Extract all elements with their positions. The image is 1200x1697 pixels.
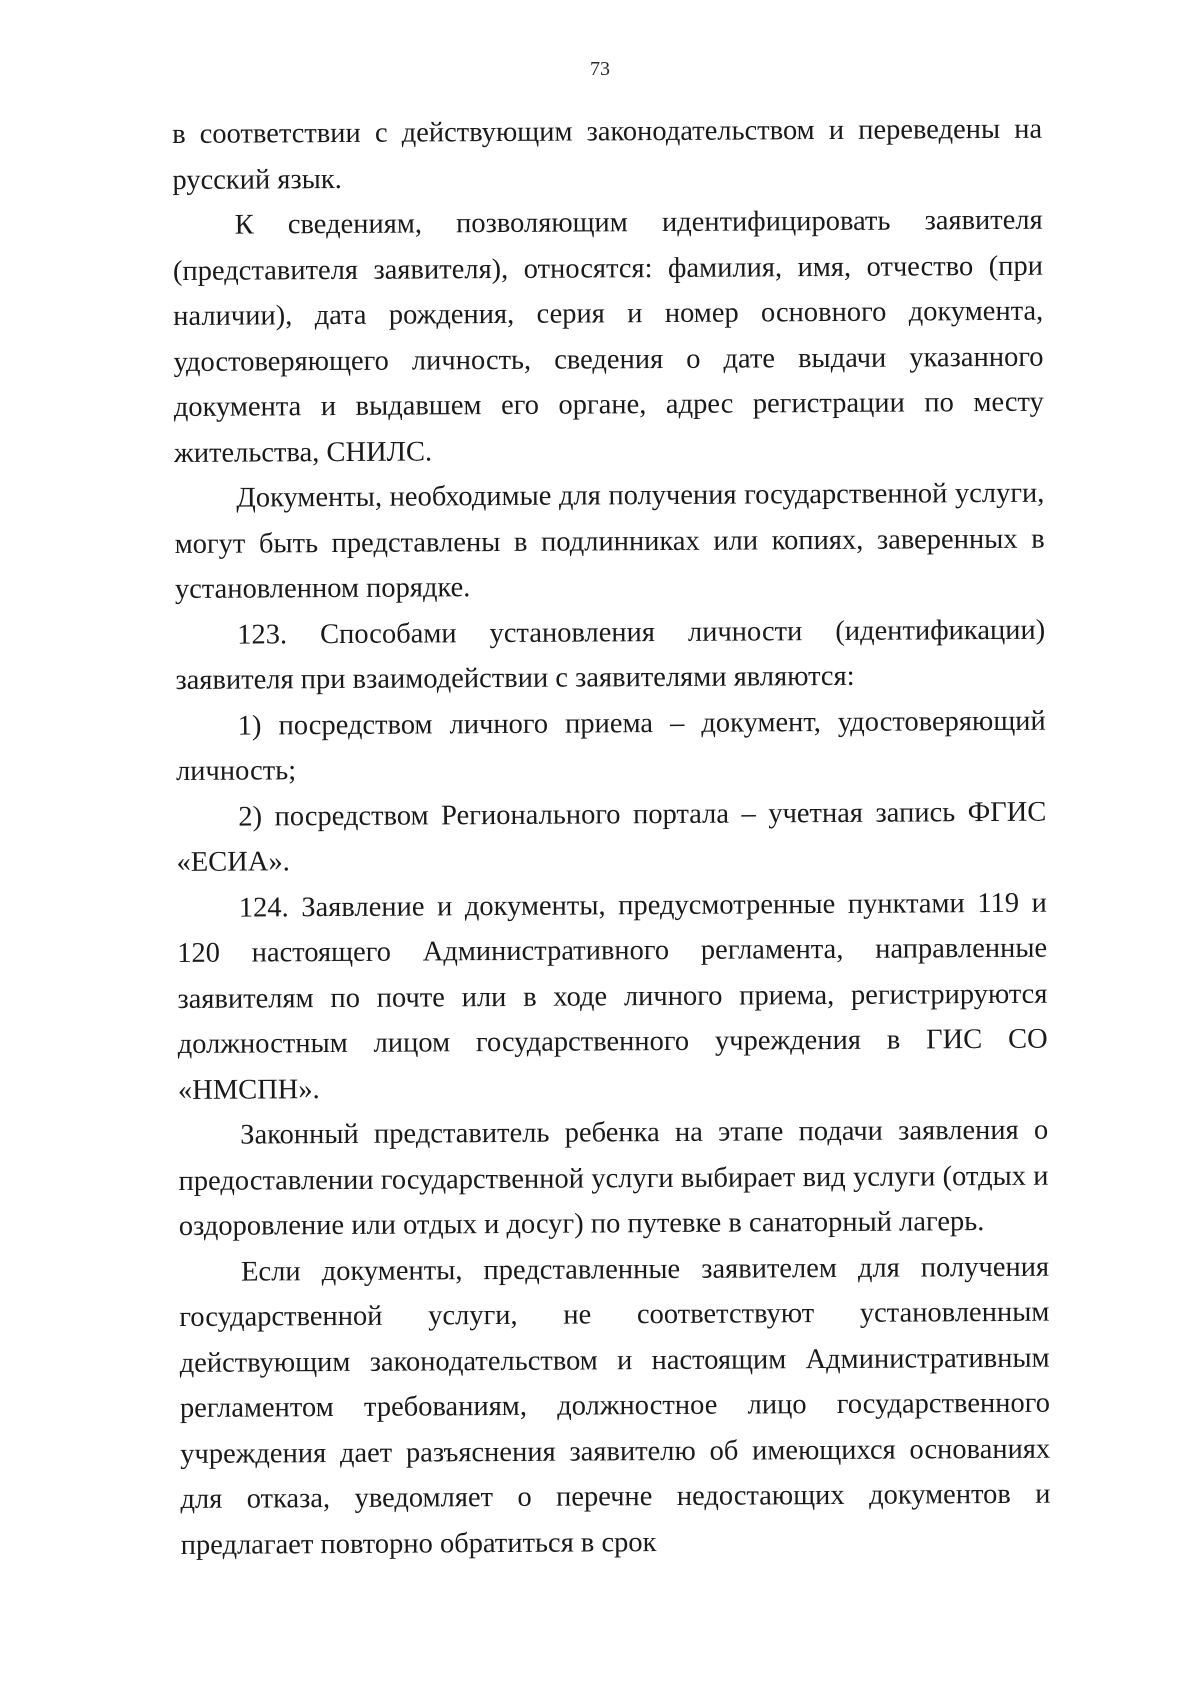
page-number: 73 <box>590 58 610 80</box>
paragraph-8: Законный представитель ребенка на этапе подачи заявления о предоставлении государственной услуги выбирает вид услуги (отдых и оздоровление или отдых и досуг) по путевке в санаторный лагерь. <box>178 1114 1049 1242</box>
document-body <box>172 107 1051 1568</box>
paragraph-1: в соответствии с действующим законодательством и переведены на русский язык. <box>172 113 1043 196</box>
paragraph-6: 2) посредством Регионального портала – учетная запись ФГИС «ЕСИА». <box>176 796 1047 878</box>
paragraph-4: 123. Способами установления личности (идентификации) заявителя при взаимодействии с заявителями являются: <box>175 614 1046 696</box>
paragraph-5: 1) посредством личного приема – документ, удостоверяющий личность; <box>175 705 1046 787</box>
paragraph-3: Документы, необходимые для получения государственной услуги, могут быть представлены в подлинниках или копиях, заверенных в установленном порядке. <box>174 477 1045 605</box>
paragraph-9: Если документы, представленные заявителем для получения государственной услуги, не соответствуют установленным действующим законодательством и настоящим Административным регламентом требованиям, должностное лицо государственного учреждения дает разъяснения заявителю об имеющихся основаниях для отказа, уведомляет о перечне недостающих документов и предлагает повторно обратиться в срок <box>179 1251 1051 1561</box>
paragraph-7: 124. Заявление и документы, предусмотренные пунктами 119 и 120 настоящего Административного регламента, направленные заявителям по почте или в ходе личного приема, регистрируются должностным лицом государственного учреждения в ГИС СО «НМСПН». <box>177 887 1048 1106</box>
paragraph-2: К сведениям, позволяющим идентифицировать заявителя (представителя заявителя), относятся: фамилия, имя, отчество (при наличии), дата рождения, серия и номер основного документа, удостоверяющего личность, сведения о дате выдачи указанного документа и выдавшем его органе, адрес регистрации по месту жительства, СНИЛС. <box>172 204 1044 469</box>
